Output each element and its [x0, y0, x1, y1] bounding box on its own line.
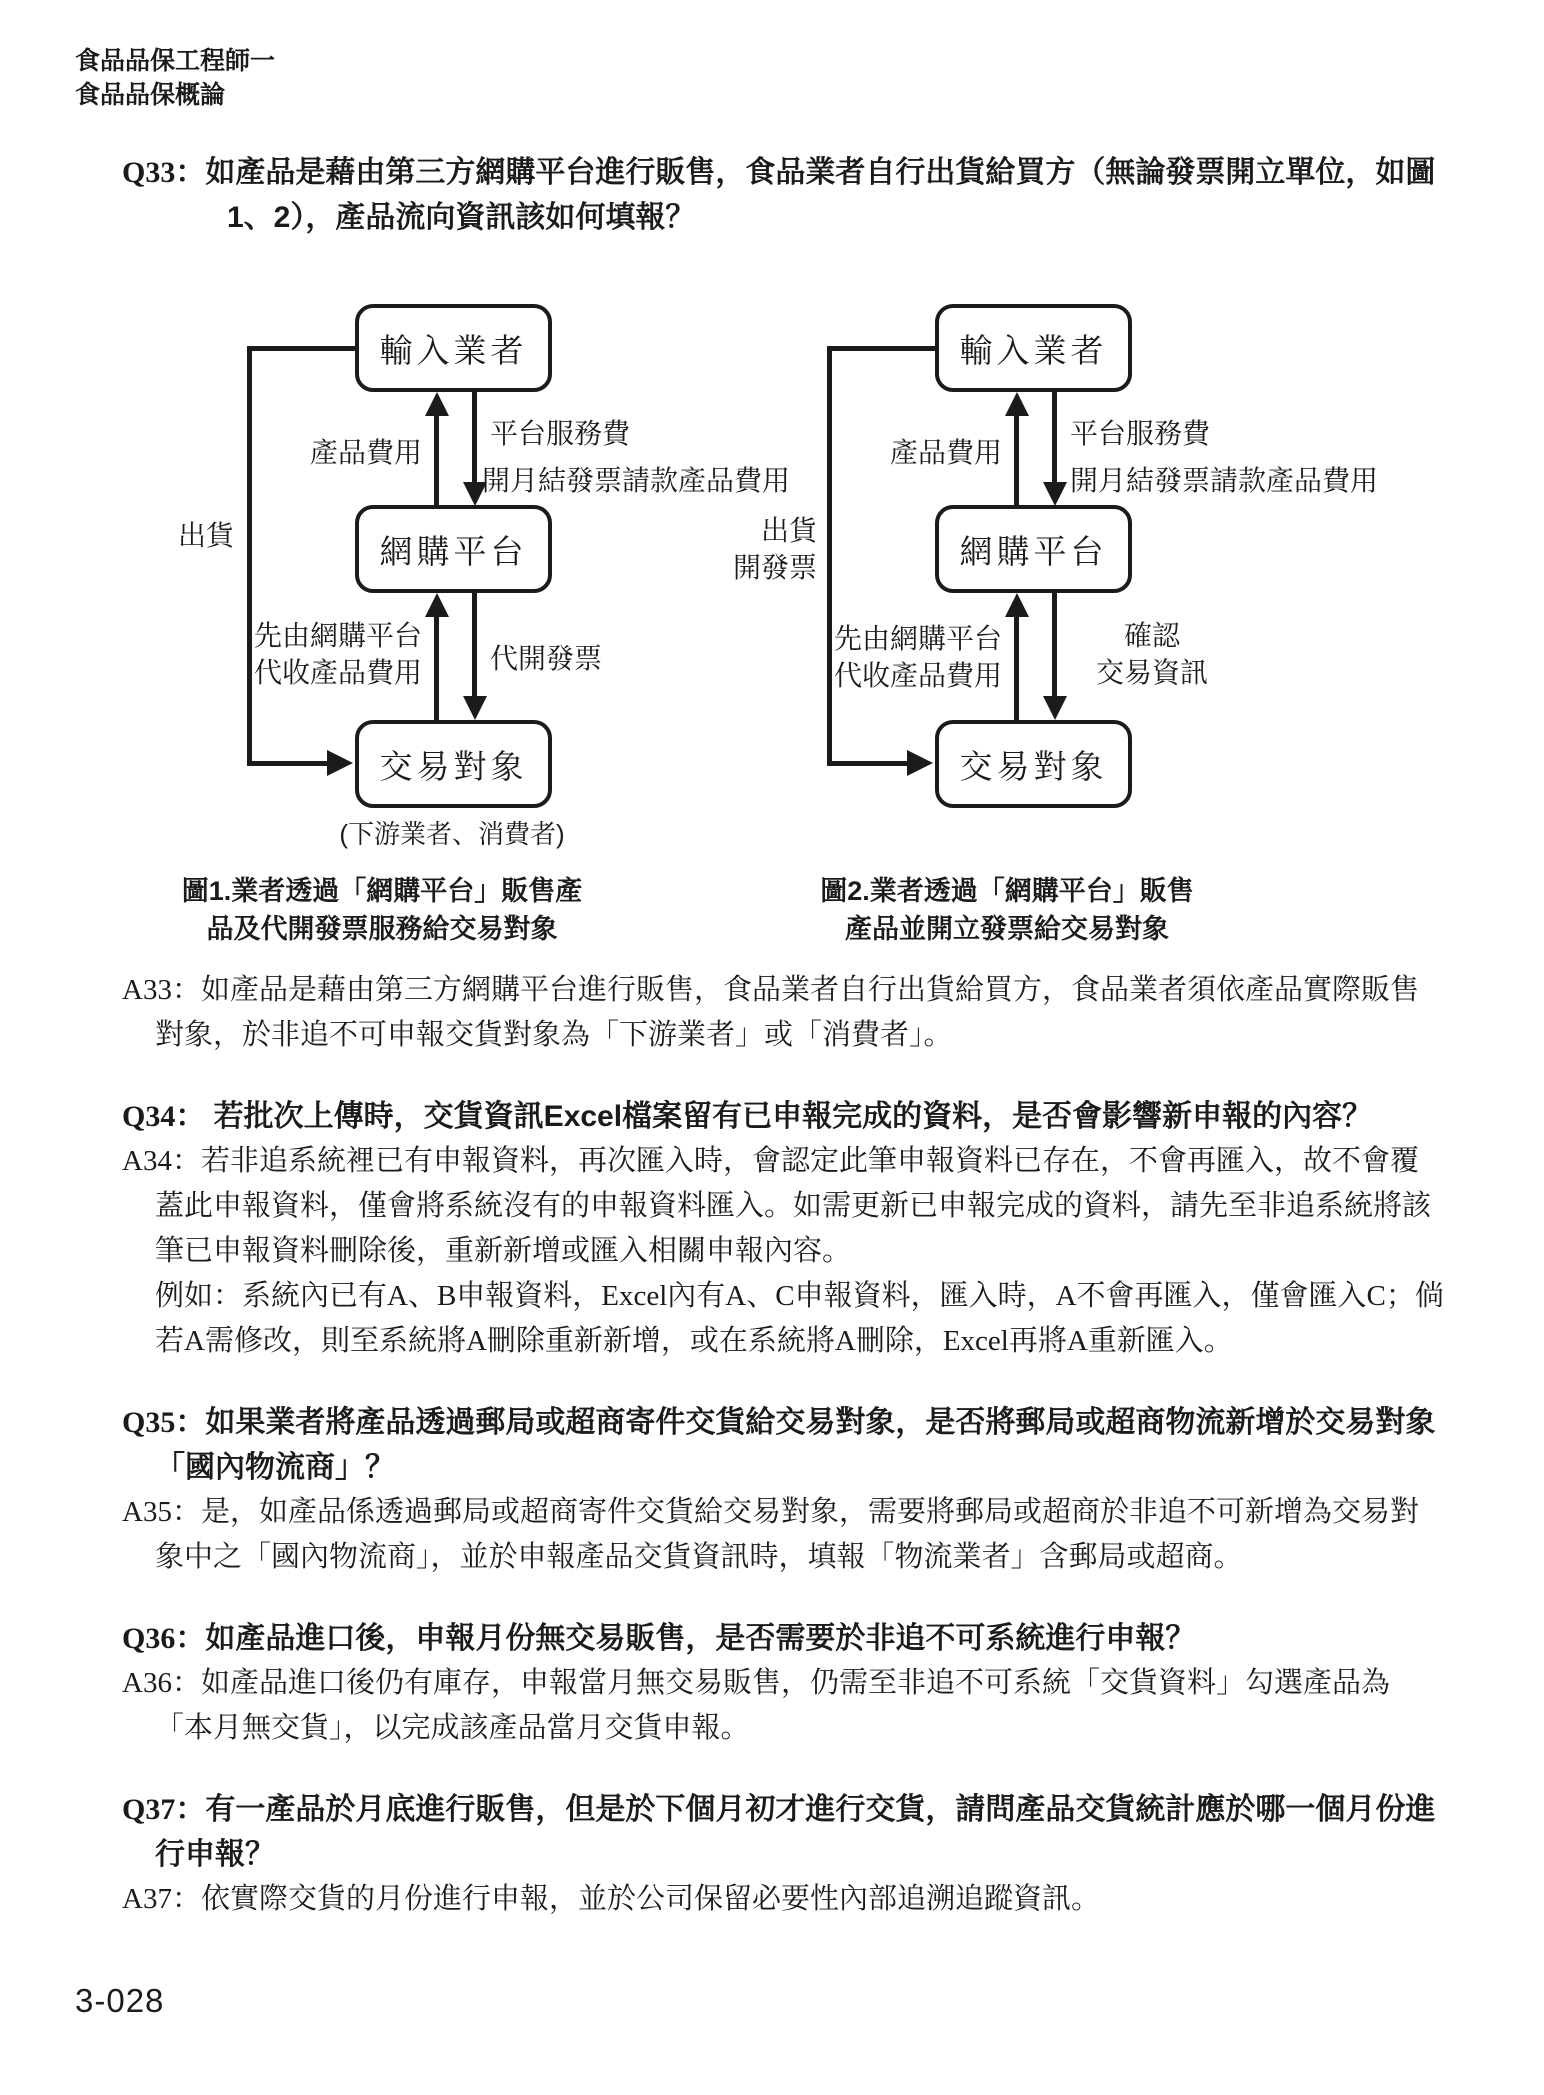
page-header [75, 44, 275, 112]
figure1-bottom-note: (下游業者、消費者) [339, 819, 565, 849]
q37-label: Q37： [122, 1793, 206, 1826]
q33-label: Q33： [122, 156, 206, 189]
a34-answer-text: 若非追系統裡已有申報資料，再次匯入時，會認定此筆申報資料已存在，不會再匯入，故不會覆蓋此申報資料，僅會將系統沒有的申報資料匯入。如需更新已申報完成的資料，請先至非追系統將該筆已申報資料刪除後，重新新增或匯入相關申報內容。 [155, 1145, 1432, 1267]
figure2-ship-line-bottom [827, 761, 909, 766]
figure2-ship-line-vertical [827, 346, 832, 766]
figure1-box-counterparty: 交易對象 [355, 720, 552, 808]
figure2-fee-down-label-1: 平台服務費 [1070, 418, 1211, 449]
figure1-ship-arrowhead-icon [327, 750, 353, 776]
q34-label: Q34： [122, 1100, 206, 1133]
a36-label: A36： [122, 1667, 201, 1699]
figure1-box-platform: 網購平台 [355, 505, 552, 593]
figure1-fee-down-label-2: 開月結發票請款產品費用 [482, 465, 791, 496]
figure2-box-importer: 輸入業者 [935, 304, 1132, 392]
figure2-collect-up-line [1014, 615, 1019, 720]
q34-question [122, 1094, 1444, 1139]
a34-answer [122, 1139, 1444, 1274]
header-line-2: 食品品保概論 [75, 81, 226, 109]
figures-row [122, 262, 1444, 948]
a33-answer [122, 968, 1444, 1058]
q35-question [122, 1400, 1444, 1490]
q34-question-text: 若批次上傳時，交貨資訊Excel檔案留有已申報完成的資料，是否會影響新申報的內容？ [205, 1100, 1373, 1133]
figure1-collect-up-arrowhead-icon [425, 593, 449, 617]
figure2-confirm-down-arrowhead-icon [1043, 696, 1067, 720]
a36-answer-text: 如產品進口後仍有庫存，申報當月無交易販售，仍需至非追不可系統「交貨資料」勾選產品為「本月無交貨」，以完成該產品當月交貨申報。 [155, 1667, 1390, 1744]
figure2-confirm-label: 確認 交易資訊 [1095, 620, 1208, 688]
q33-question-text: 如產品是藉由第三方網購平台進行販售，食品業者自行出貨給買方（無論發票開立單位，如圖1、2），產品流向資訊該如何填報？ [205, 156, 1436, 234]
a37-answer-text: 依實際交貨的月份進行申報，並於公司保留必要性內部追溯追蹤資訊。 [200, 1883, 1100, 1915]
figure2-box-counterparty: 交易對象 [935, 720, 1132, 808]
figure2-caption: 圖2.業者透過「網購平台」販售 產品並開立發票給交易對象 [820, 876, 1194, 944]
figure1-fee-up-line [434, 414, 439, 505]
figure1-fee-down-line [472, 392, 477, 484]
figure1-fee-down-label-1: 平台服務費 [490, 418, 631, 449]
figure2-ship-label: 出貨 開發票 [732, 515, 817, 583]
a33-label: A33： [122, 974, 201, 1006]
figure1-invoice-down-arrowhead-icon [463, 696, 487, 720]
a37-label: A37： [122, 1883, 201, 1915]
figure2-confirm-down-line [1052, 593, 1057, 698]
figure2-ship-line-top [827, 346, 935, 351]
figure2 [732, 262, 1379, 948]
figure2-fee-up-line [1014, 414, 1019, 505]
q36-question [122, 1616, 1444, 1661]
q35-label: Q35： [122, 1406, 206, 1439]
figure1-box-importer: 輸入業者 [355, 304, 552, 392]
header-line-1: 食品品保工程師一 [75, 47, 276, 75]
figure1-ship-label: 出貨 [177, 520, 234, 551]
figure2-ship-arrowhead-icon [907, 750, 933, 776]
figure1-collect-up-line [434, 615, 439, 720]
q37-question-text: 有一產品於月底進行販售，但是於下個月初才進行交貨，請問產品交貨統計應於哪一個月份進行申報？ [155, 1793, 1436, 1871]
figure2-fee-up-arrowhead-icon [1005, 392, 1029, 416]
a34-label: A34： [122, 1145, 201, 1177]
figure2-fee-down-label-2: 開月結發票請款產品費用 [1070, 465, 1379, 496]
figure2-fee-up-label: 產品費用 [889, 437, 1002, 468]
figure1-invoice-down-line [472, 593, 477, 698]
a34-example [122, 1274, 1444, 1364]
figure1-caption: 圖1.業者透過「網購平台」販售產 品及代開發票服務給交易對象 [181, 876, 583, 944]
figure1-collect-label: 先由網購平台 代收產品費用 [253, 620, 422, 688]
a35-label: A35： [122, 1496, 201, 1528]
figure2-collect-up-arrowhead-icon [1005, 593, 1029, 617]
q33-question [122, 150, 1444, 240]
a33-answer-text: 如產品是藉由第三方網購平台進行販售，食品業者自行出貨給買方，食品業者須依產品實際販售對象，於非追不可申報交貨對象為「下游業者」或「消費者」。 [155, 974, 1419, 1051]
a37-answer [122, 1877, 1444, 1922]
q36-question-text: 如產品進口後，申報月份無交易販售，是否需要於非追不可系統進行申報？ [205, 1622, 1196, 1655]
q35-question-text: 如果業者將產品透過郵局或超商寄件交貨給交易對象，是否將郵局或超商物流新增於交易對象「國內物流商」？ [155, 1406, 1436, 1484]
figure1-invoice-label: 代開發票 [490, 643, 603, 674]
q36-label: Q36： [122, 1622, 206, 1655]
a34-example-text: 例如：系統內已有A、B申報資料，Excel內有A、C申報資料，匯入時，A不會再匯入，僅會匯入C；倘若A需修改，則至系統將A刪除重新新增，或在系統將A刪除，Excel再將A重新匯入。 [155, 1280, 1444, 1357]
figure1-fee-up-label: 產品費用 [309, 437, 422, 468]
page-number: 3-028 [75, 1982, 165, 2019]
figure1-fee-up-arrowhead-icon [425, 392, 449, 416]
figure1-ship-line-top [247, 346, 355, 351]
q37-question [122, 1787, 1444, 1877]
figure2-canvas [732, 262, 1379, 862]
figure2-box-platform: 網購平台 [935, 505, 1132, 593]
figure1-ship-line-bottom [247, 761, 329, 766]
figure2-fee-down-line [1052, 392, 1057, 484]
figure2-fee-down-arrowhead-icon [1043, 482, 1067, 506]
a35-answer [122, 1490, 1444, 1580]
a36-answer [122, 1661, 1444, 1751]
a35-answer-text: 是，如產品係透過郵局或超商寄件交貨給交易對象，需要將郵局或超商於非追不可新增為交易對象中之「國內物流商」，並於申報產品交貨資訊時，填報「物流業者」含郵局或超商。 [155, 1496, 1419, 1573]
figure1-ship-line-vertical [247, 346, 252, 766]
figure2-collect-label: 先由網購平台 代收產品費用 [833, 623, 1002, 691]
